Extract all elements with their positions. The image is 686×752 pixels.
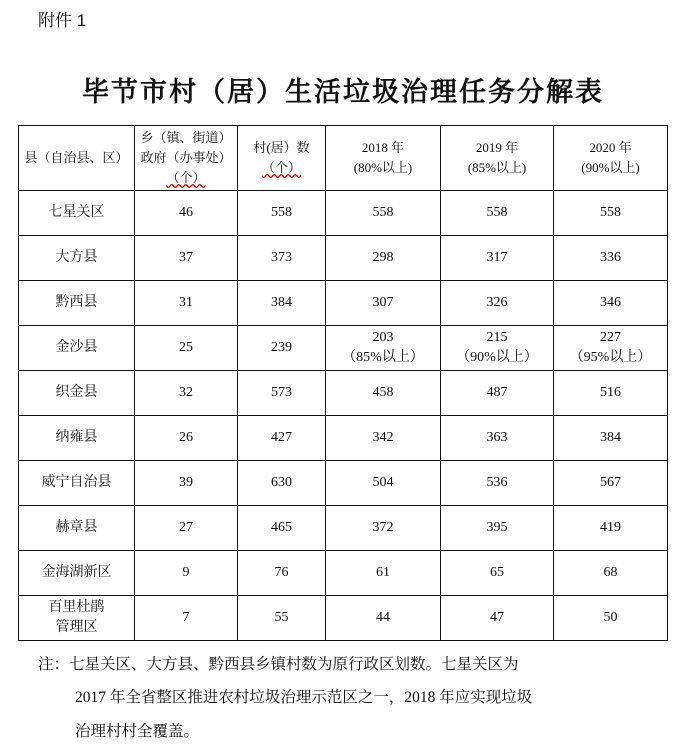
table-header-row	[19, 126, 668, 191]
cell-villages: 76	[238, 551, 326, 596]
note-line-2: 2017 年全省整区推进农村垃圾治理示范区之一，2018 年应实现垃圾	[75, 689, 533, 706]
cell-towns: 46	[135, 191, 238, 236]
header-2018: 2018 年 (80%以上)	[326, 126, 441, 191]
table-row	[19, 461, 668, 506]
cell-y2020: 558	[554, 191, 668, 236]
cell-villages: 465	[238, 506, 326, 551]
cell-county: 威宁自治县	[19, 461, 135, 506]
cell-y2020: 68	[554, 551, 668, 596]
cell-y2018: 61	[326, 551, 441, 596]
cell-towns: 26	[135, 416, 238, 461]
cell-villages: 427	[238, 416, 326, 461]
cell-county: 百里杜鹃 管理区	[19, 596, 135, 641]
cell-y2018: 307	[326, 281, 441, 326]
header-county: 县（自治县、区）	[19, 126, 135, 191]
cell-y2019: 317	[441, 236, 554, 281]
table-row	[19, 371, 668, 416]
cell-county: 七星关区	[19, 191, 135, 236]
cell-y2019: 363	[441, 416, 554, 461]
cell-villages: 558	[238, 191, 326, 236]
table-row	[19, 191, 668, 236]
cell-y2019: 47	[441, 596, 554, 641]
cell-y2020: 336	[554, 236, 668, 281]
header-towns: 乡（镇、街道） 政府（办事处） （个）	[135, 126, 238, 191]
cell-y2019: 215 （90%以上）	[441, 326, 554, 371]
cell-county: 大方县	[19, 236, 135, 281]
cell-y2018: 298	[326, 236, 441, 281]
cell-y2020: 50	[554, 596, 668, 641]
cell-y2019: 536	[441, 461, 554, 506]
task-table	[18, 125, 668, 641]
cell-county: 织金县	[19, 371, 135, 416]
cell-y2018: 504	[326, 461, 441, 506]
header-2019: 2019 年 (85%以上)	[441, 126, 554, 191]
table-row	[19, 506, 668, 551]
table-row	[19, 416, 668, 461]
cell-towns: 27	[135, 506, 238, 551]
cell-villages: 384	[238, 281, 326, 326]
cell-towns: 37	[135, 236, 238, 281]
cell-y2018: 44	[326, 596, 441, 641]
cell-y2019: 326	[441, 281, 554, 326]
cell-towns: 25	[135, 326, 238, 371]
cell-y2020: 384	[554, 416, 668, 461]
note-line-1: 注：七星关区、大方县、黔西县乡镇村数为原行政区划数。七星关区为	[38, 656, 519, 673]
cell-villages: 239	[238, 326, 326, 371]
table-row	[19, 281, 668, 326]
header-villages: 村(居）数 （个）	[238, 126, 326, 191]
cell-y2020: 516	[554, 371, 668, 416]
cell-towns: 9	[135, 551, 238, 596]
cell-y2019: 487	[441, 371, 554, 416]
note-line-3: 治理村村全覆盖。	[75, 723, 200, 740]
table-row	[19, 551, 668, 596]
cell-y2019: 395	[441, 506, 554, 551]
cell-county: 黔西县	[19, 281, 135, 326]
document-title: 毕节市村（居）生活垃圾治理任务分解表	[82, 77, 604, 108]
cell-county: 金海湖新区	[19, 551, 135, 596]
cell-villages: 55	[238, 596, 326, 641]
cell-y2018: 372	[326, 506, 441, 551]
cell-villages: 373	[238, 236, 326, 281]
cell-y2018: 203 （85%以上）	[326, 326, 441, 371]
cell-towns: 31	[135, 281, 238, 326]
cell-y2020: 227 （95%以上）	[554, 326, 668, 371]
cell-y2019: 65	[441, 551, 554, 596]
cell-y2018: 558	[326, 191, 441, 236]
table-row	[19, 326, 668, 371]
cell-villages: 630	[238, 461, 326, 506]
cell-county: 纳雍县	[19, 416, 135, 461]
header-2020: 2020 年 (90%以上)	[554, 126, 668, 191]
cell-y2020: 419	[554, 506, 668, 551]
cell-towns: 39	[135, 461, 238, 506]
cell-y2020: 567	[554, 461, 668, 506]
table-row	[19, 596, 668, 641]
cell-y2018: 458	[326, 371, 441, 416]
cell-county: 赫章县	[19, 506, 135, 551]
cell-y2020: 346	[554, 281, 668, 326]
attachment-label: 附件 1	[38, 11, 87, 30]
cell-y2018: 342	[326, 416, 441, 461]
cell-y2019: 558	[441, 191, 554, 236]
table-row	[19, 236, 668, 281]
cell-villages: 573	[238, 371, 326, 416]
cell-towns: 32	[135, 371, 238, 416]
cell-county: 金沙县	[19, 326, 135, 371]
cell-towns: 7	[135, 596, 238, 641]
